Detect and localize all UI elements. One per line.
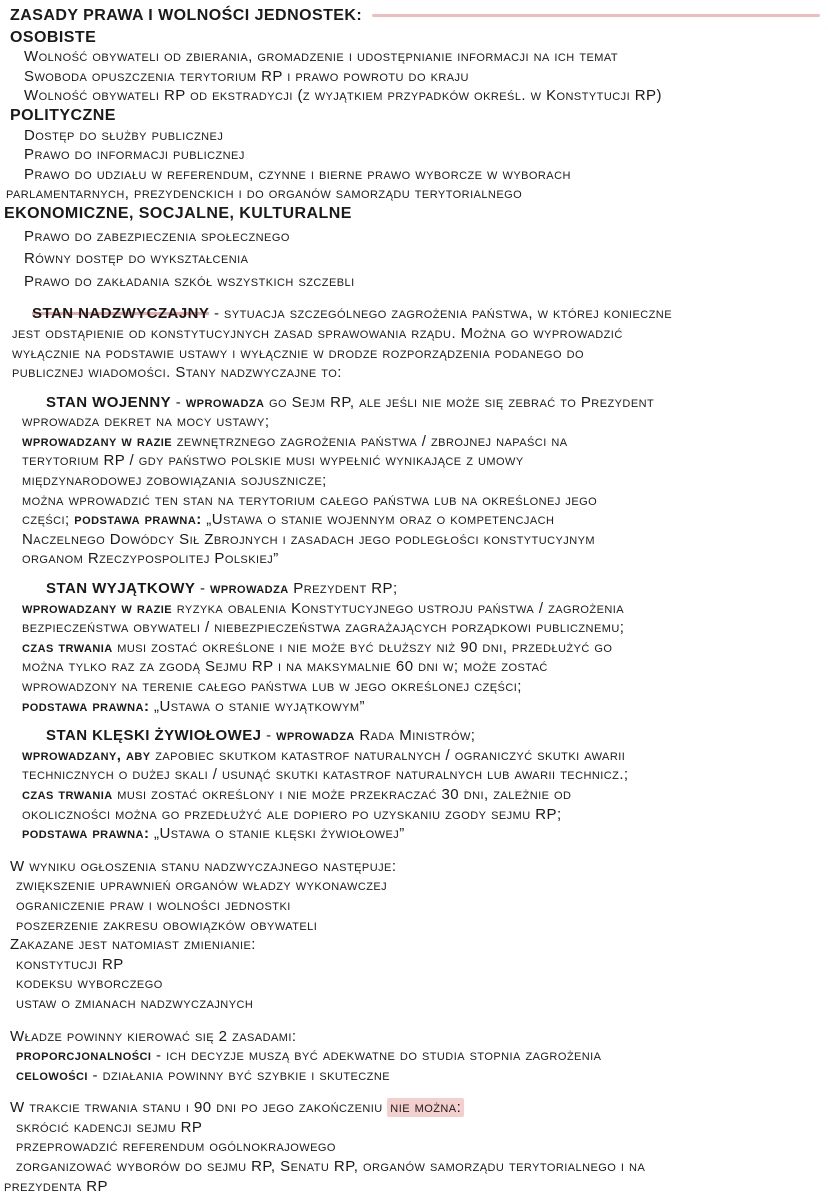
text-run: ograniczenie praw i wolności jednostki bbox=[16, 896, 291, 914]
text-line bbox=[24, 249, 820, 269]
text-run: Wolność obywateli RP od ekstradycji (z wyjątkiem przypadków określ. w Konstytucji RP) bbox=[24, 87, 662, 105]
text-run: czas trwania bbox=[22, 638, 113, 656]
text-line bbox=[16, 916, 820, 936]
text-run: publicznej wiadomości. Stany nadzwyczajne to: bbox=[12, 364, 342, 382]
text-run: podstawa prawna: bbox=[74, 511, 202, 529]
text-run: wprowadza bbox=[210, 580, 289, 598]
text-line bbox=[16, 994, 820, 1014]
pink-marked-text: STAN NADZWYCZAJNY bbox=[32, 305, 210, 323]
text-run: czas trwania bbox=[22, 785, 113, 803]
rules-heading bbox=[10, 1027, 820, 1047]
text-run: kodeksu wyborczego bbox=[16, 975, 163, 993]
text-run: wprowadza bbox=[276, 727, 355, 745]
text-run: Wolność obywateli od zbierania, gromadzenie i udostępnianie informacji na ich temat bbox=[24, 48, 619, 66]
text-run: W wyniku ogłoszenia stanu nadzwyczajnego następuje: bbox=[10, 857, 397, 875]
text-line bbox=[24, 145, 820, 165]
restrictions-heading bbox=[10, 1098, 820, 1118]
text-run: konstytucji RP bbox=[16, 955, 124, 973]
text-run: zwiększenie uprawnień organów władzy wykonawczej bbox=[16, 877, 388, 895]
text-line bbox=[22, 746, 820, 785]
text-run: POLITYCZNE bbox=[10, 106, 116, 124]
text-run: musi zostać określone i nie może być dłuższy niż 90 dni, przedłużyć go bbox=[112, 638, 613, 656]
highlighted-text: nie można: bbox=[387, 1098, 464, 1117]
text-run: proporcjonalności bbox=[16, 1047, 152, 1065]
text-run: zorganizować wyborów do sejmu RP, Senatu RP, organów samorządu terytorialnego i na bbox=[16, 1158, 646, 1176]
text-line bbox=[24, 272, 820, 292]
text-line bbox=[22, 785, 820, 824]
text-run: Swoboda opuszczenia terytorium RP i prawo powrotu do kraju bbox=[24, 67, 469, 85]
text-run: ustaw o zmianach nadzwyczajnych bbox=[16, 994, 254, 1012]
text-line bbox=[16, 974, 820, 994]
text-line bbox=[24, 47, 820, 67]
text-run: - ich decyzje muszą być adekwatne do studia stopnia zagrożenia bbox=[151, 1047, 602, 1065]
text-line bbox=[22, 824, 820, 844]
text-run: Naczelnego Dowódcy Sił Zbrojnych i zasadach jego podległości konstytucyjnym bbox=[22, 530, 596, 548]
text-run: skrócić kadencji sejmu RP bbox=[16, 1118, 203, 1136]
text-run: „Ustawa o stanie wyjątkowym” bbox=[149, 697, 365, 715]
text-line bbox=[16, 955, 820, 975]
text-run: Prawo do informacji publicznej bbox=[24, 146, 245, 164]
text-run: „Ustawa o stanie klęski żywiołowej” bbox=[149, 825, 405, 843]
document-body bbox=[2, 6, 820, 1196]
text-run: Prawo do udziału w referendum, czynne i bierne prawo wyborcze w wyborach bbox=[24, 165, 571, 183]
text-run: przeprowadzić referendum ogólnokrajowego bbox=[16, 1138, 336, 1156]
text-run: ZASADY PRAWA I WOLNOŚCI JEDNOSTEK: bbox=[10, 7, 363, 24]
text-run: prezydenta RP bbox=[4, 1177, 108, 1195]
section-heading-polityczne bbox=[10, 106, 820, 126]
text-line bbox=[24, 86, 820, 106]
text-run: wprowadzany, aby bbox=[22, 746, 151, 764]
text-run: - sytuacja szczególnego zagrożenia państwa, w której konieczne bbox=[209, 305, 672, 323]
text-line bbox=[24, 67, 820, 87]
text-line bbox=[24, 126, 820, 146]
text-line bbox=[4, 1157, 820, 1196]
page-title bbox=[10, 6, 820, 26]
text-run: międzynarodowej zobowiązania sojusznicze; bbox=[22, 472, 327, 490]
text-run: Równy dostęp do wykształcenia bbox=[24, 250, 249, 268]
text-run: STAN WOJENNY bbox=[46, 393, 172, 411]
title-rule-line bbox=[372, 14, 820, 17]
text-run: ryzyka obalenia Konstytucyjnego ustroju państwa / zagrożenia bbox=[172, 599, 625, 617]
text-run: „Ustawa o stanie wojennym oraz o kompetencjach bbox=[201, 511, 555, 529]
text-run: STAN WYJĄTKOWY bbox=[46, 580, 196, 598]
text-line bbox=[16, 1118, 820, 1138]
text-run: OSOBISTE bbox=[10, 28, 97, 46]
text-run: zewnętrznego zagrożenia państwa / zbrojnej napaści na bbox=[172, 432, 568, 450]
text-line bbox=[16, 876, 820, 896]
section-heading-ekonomiczne bbox=[4, 204, 820, 224]
text-run: jest odstąpienie od konstytucyjnych zasad sprawowania rządu. Można go wyprowadzić bbox=[12, 324, 623, 342]
text-run: wprowadza dekret na mocy ustawy; bbox=[22, 413, 270, 431]
text-line bbox=[16, 1046, 820, 1066]
text-run: wprowadzony na terenie całego państwa lub w jego określonej części; bbox=[22, 678, 522, 695]
text-run: Zakazane jest natomiast zmienianie: bbox=[10, 936, 256, 954]
text-run: zapobiec skutkom katastrof naturalnych / ograniczyć skutki awarii bbox=[150, 746, 626, 764]
text-run: można tylko raz za zgodą Sejmu RP i na maksymalnie 60 dni w; może zostać bbox=[22, 658, 548, 676]
text-run: musi zostać określony i nie może przekraczać 30 dni, zależnie od bbox=[112, 785, 572, 803]
text-run: poszerzenie zakresu obowiązków obywateli bbox=[16, 916, 318, 934]
text-run: podstawa prawna: bbox=[22, 697, 150, 715]
stan-wyjatkowy-heading bbox=[22, 579, 820, 599]
text-run: - bbox=[195, 580, 211, 598]
text-run: części; bbox=[22, 511, 75, 529]
text-line bbox=[24, 227, 820, 247]
stan-wojenny-heading bbox=[22, 393, 820, 432]
text-run: EKONOMICZNE, SOCJALNE, KULTURALNE bbox=[4, 204, 352, 222]
text-run: okoliczności można go przedłużyć ale dopiero po uzyskaniu zgody sejmu RP; bbox=[22, 805, 562, 823]
text-run: terytorium RP / gdy państwo polskie musi wypełnić wynikające z umowy bbox=[22, 452, 524, 470]
text-run: W trakcie trwania stanu i 90 dni po jego zakończeniu bbox=[10, 1099, 388, 1117]
text-line bbox=[16, 1066, 820, 1086]
text-line bbox=[22, 432, 820, 491]
text-run: Prawo do zabezpieczenia społecznego bbox=[24, 227, 290, 245]
effects-heading bbox=[10, 857, 820, 877]
text-run: wprowadzany w razie bbox=[22, 432, 173, 450]
section-heading-osobiste bbox=[10, 28, 820, 48]
text-line bbox=[22, 491, 820, 569]
text-run: parlamentarnych, prezydenckich i do organów samorządu terytorialnego bbox=[6, 185, 523, 203]
text-run: Prezydent RP; bbox=[288, 580, 398, 598]
text-run: wprowadzany w razie bbox=[22, 599, 173, 617]
text-run: organom Rzeczypospolitej Polskiej” bbox=[22, 550, 279, 568]
stan-kleski-heading bbox=[22, 726, 820, 746]
text-run: go Sejm RP, ale jeśli nie może się zebrać to Prezydent bbox=[264, 393, 655, 411]
text-run: - bbox=[261, 727, 277, 745]
text-line bbox=[16, 896, 820, 916]
text-line bbox=[22, 599, 820, 638]
text-run: wprowadza bbox=[185, 393, 265, 411]
text-run: technicznych o dużej skali / usunąć skutki katastrof naturalnych lub awarii technicz.; bbox=[22, 766, 629, 784]
text-run: można wprowadzić ten stan na terytorium całego państwa lub na określonej jego bbox=[22, 491, 598, 509]
text-line bbox=[16, 1137, 820, 1157]
text-run: bezpieczeństwa obywateli / niebezpieczeństwa zagrażających porządkowi publicznemu; bbox=[22, 619, 625, 637]
text-line bbox=[22, 638, 820, 697]
text-run: STAN KLĘSKI ŻYWIOŁOWEJ bbox=[46, 727, 262, 745]
text-line bbox=[6, 165, 820, 204]
text-run: - działania powinny być szybkie i skuteczne bbox=[87, 1066, 391, 1084]
text-run: - bbox=[171, 393, 186, 411]
text-run: Władze powinny kierować się 2 zasadami: bbox=[10, 1027, 297, 1045]
text-run: Prawo do zakładania szkół wszystkich szczebli bbox=[24, 272, 355, 290]
text-run: wyłącznie na podstawie ustawy i wyłącznie w drodze rozporządzenia podanego do bbox=[12, 344, 584, 362]
text-run: celowości bbox=[16, 1066, 88, 1084]
text-run: Rada Ministrów; bbox=[354, 727, 476, 745]
stan-nadzwyczajny-definition bbox=[12, 304, 820, 382]
text-run: Dostęp do służby publicznej bbox=[24, 126, 224, 144]
forbidden-changes-heading bbox=[10, 935, 820, 955]
text-line bbox=[22, 697, 820, 717]
text-run: podstawa prawna: bbox=[22, 825, 150, 843]
